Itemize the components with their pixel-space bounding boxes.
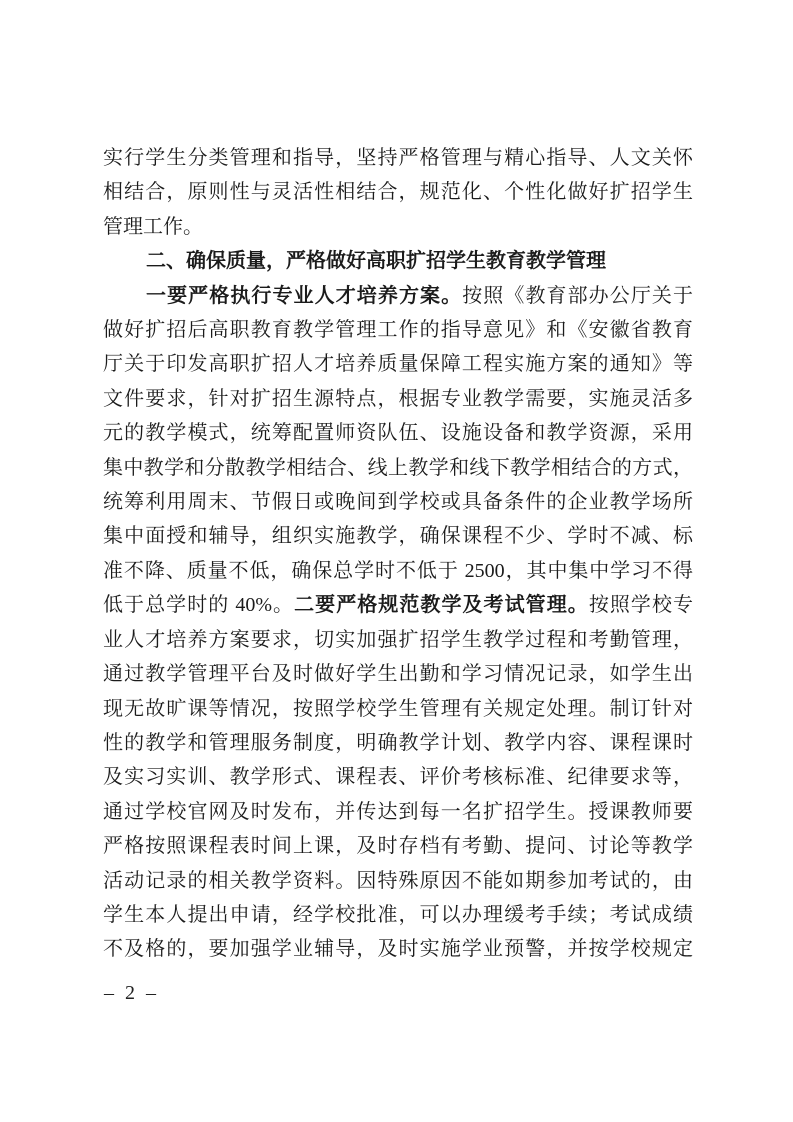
text-line: 通过学校官网及时发布，并传达到每一名扩招学生。授课教师要 [103, 800, 693, 823]
text-line: 元的教学模式，统筹配置师资队伍、设施设备和教学资源，采用 [103, 422, 693, 445]
text-line [103, 588, 693, 622]
text-line: 性的教学和管理服务制度，明确教学计划、教学内容、课程课时 [103, 731, 693, 754]
text-line: 通过教学管理平台及时做好学生出勤和学习情况记录，如学生出 [103, 663, 693, 686]
text-line: 集中教学和分散教学相结合、线上教学和线下教学相结合的方式， [103, 456, 693, 479]
text-line: 统筹利用周末、节假日或晚间到学校或具备条件的企业教学场所 [103, 491, 693, 514]
page-number: – 2 – [104, 982, 159, 1004]
text-line: 严格按照课程表时间上课，及时存档有考勤、提问、讨论等教学 [103, 835, 693, 858]
text-line: 活动记录的相关教学资料。因特殊原因不能如期参加考试的，由 [103, 869, 693, 892]
text-line: 做好扩招后高职教育教学管理工作的指导意见》和《安徽省教育 [103, 319, 693, 342]
text-line: 厅关于印发高职扩招人才培养质量保障工程实施方案的通知》等 [103, 353, 693, 376]
line-text: 低于总学时的 40%。 [103, 594, 295, 617]
text-line: 业人才培养方案要求，切实加强扩招学生教学过程和考勤管理， [103, 628, 693, 651]
text-line: 准不降、质量不低，确保总学时不低于 2500，其中集中学习不得 [103, 559, 693, 582]
bold-lead-in: 二要严格规范教学及考试管理。 [294, 594, 589, 617]
text-line: 及实习实训、教学形式、课程表、评价考核标准、纪律要求等， [103, 766, 693, 789]
text-line: 现无故旷课等情况，按照学校学生管理有关规定处理。制订针对 [103, 697, 693, 720]
text-line: 实行学生分类管理和指导，坚持严格管理与精心指导、人文关怀 [103, 147, 693, 169]
text-line: 相结合，原则性与灵活性相结合，规范化、个性化做好扩招学生 [103, 181, 693, 204]
bold-lead-in: 一要严格执行专业人才培养方案。 [146, 284, 463, 307]
line-text: 按照《教育部办公厅关于 [462, 284, 694, 307]
paragraph-end-line: 管理工作。 [103, 215, 203, 238]
line-text: 按照学校专 [588, 594, 694, 617]
text-line [103, 279, 693, 313]
section-heading: 二、确保质量，严格做好高职扩招学生教育教学管理 [146, 250, 606, 273]
text-line: 学生本人提出申请，经学校批准，可以办理缓考手续；考试成绩 [103, 903, 693, 926]
text-line: 集中面授和辅导，组织实施教学，确保课程不少、学时不减、标 [103, 525, 693, 548]
text-line: 文件要求，针对扩招生源特点，根据专业教学需要，实施灵活多 [103, 387, 693, 410]
document-body [103, 141, 693, 967]
text-line: 不及格的，要加强学业辅导，及时实施学业预警，并按学校规定 [103, 938, 693, 961]
